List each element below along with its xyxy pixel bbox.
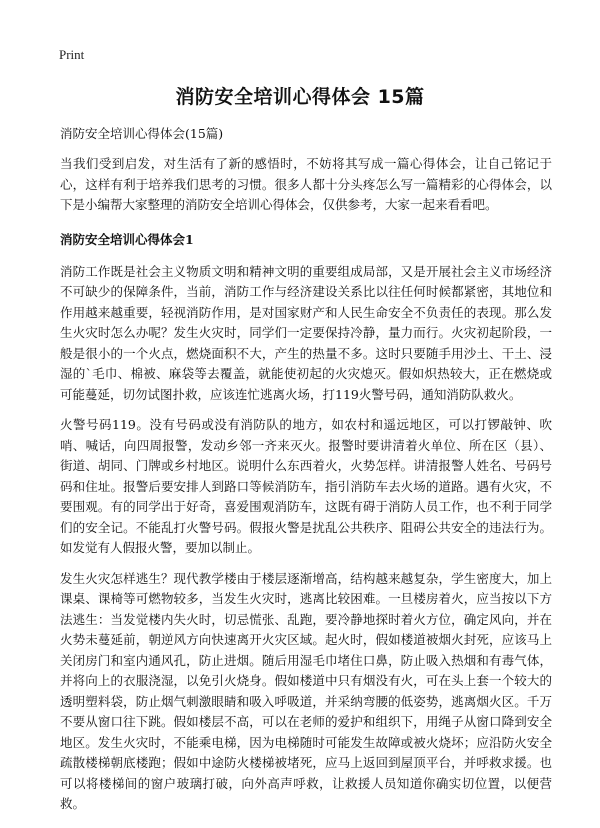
- body-paragraph: 消防工作既是社会主义物质文明和精神文明的重要组成局部，又是开展社会主义市场经济不可缺少的保障条件，当前，消防工作与经济建设关系比以往任何时候都紧密，其地位和作用越来越重要，轻视消防作用，是对国家财产和人民生命安全不负责任的表现。那么发生火灾时怎么办呢？发生火灾时，同学们一定要保持冷静，量力而行。火灾初起阶段，一般是很小的一个火点，燃烧面积不大，产生的热量不多。这时只要随手用沙土、干土、浸湿的`毛巾、棉被、麻袋等去覆盖，就能使初起的火灾熄灭。假如炽热较大，正在燃烧或可能蔓延，切勿试图扑救，应该连忙逃离火场，打119火警号码，通知消防队救火。: [60, 263, 552, 402]
- print-link[interactable]: Print: [59, 47, 85, 62]
- page-title: 消防安全培训心得体会 15篇: [175, 86, 425, 108]
- intro-paragraph: 当我们受到启发，对生活有了新的感悟时，不妨将其写成一篇心得体会，让自己铭记于心，这样有利于培养我们思考的习惯。很多人都十分头疼怎么写一篇精彩的心得体会，以下是小编帮大家整理的消防安全培训心得体会，仅供参考，大家一起来看看吧。: [60, 156, 552, 212]
- article-body: [60, 124, 552, 825]
- section-heading: 消防安全培训心得体会1: [60, 231, 194, 247]
- body-paragraph: 发生火灾怎样逃生？现代教学楼由于楼层逐渐增高，结构越来越复杂，学生密度大，加上课桌、课椅等可燃物较多，当发生火灾时，逃离比较困难。一旦楼房着火，应当按以下方法逃生：当发觉楼内失火时，切忌慌张、乱跑，要冷静地探时着火方位，确定风向，并在火势未蔓延前，朝逆风方向快速离开火灾区域。起火时，假如楼道被烟火封死，应该马上关闭房门和室内通风孔，防止进烟。随后用湿毛巾堵住口鼻，防止吸入热烟和有毒气体，并将向上的衣服浇湿，以免引火烧身。假如楼道中只有烟没有火，可在头上套一个较大的透明塑料袋，防止烟气刺激眼睛和吸入呼吸道，并采纳弯腰的低姿势，逃离烟火区。千万不要从窗口往下跳。假如楼层不高，可以在老师的爱护和组织下，用绳子从窗口降到安全地区。发生火灾时，不能乘电梯，因为电梯随时可能发生故障或被火烧坏；应沿防火安全疏散楼梯朝底楼跑；假如中途防火楼梯被堵死，应马上返回到屋顶平台，并呼救求援。也可以将楼梯间的窗户玻璃打破，向外高声呼救，让救援人员知道你确实切位置，以便营救。: [60, 570, 552, 811]
- body-paragraph: 火警号码119。没有号码或没有消防队的地方，如农村和遥远地区，可以打锣敲钟、吹哨、喊话，向四周报警，发动乡邻一齐来灭火。报警时要讲清着火单位、所在区（县）、街道、胡同、门牌或乡村地区。说明什么东西着火，火势怎样。讲清报警人姓名、号码号码和住址。报警后要安排人到路口等候消防车，指引消防车去火场的道路。遇有火灾，不要围观。有的同学出于好奇，喜爱围观消防车，这既有碍于消防人员工作，也不利于同学们的安全记。不能乱打火警号码。假报火警是扰乱公共秩序、阻碍公共安全的违法行为。如发觉有人假报火警，要加以制止。: [60, 417, 552, 555]
- article-subtitle: 消防安全培训心得体会(15篇): [60, 126, 224, 141]
